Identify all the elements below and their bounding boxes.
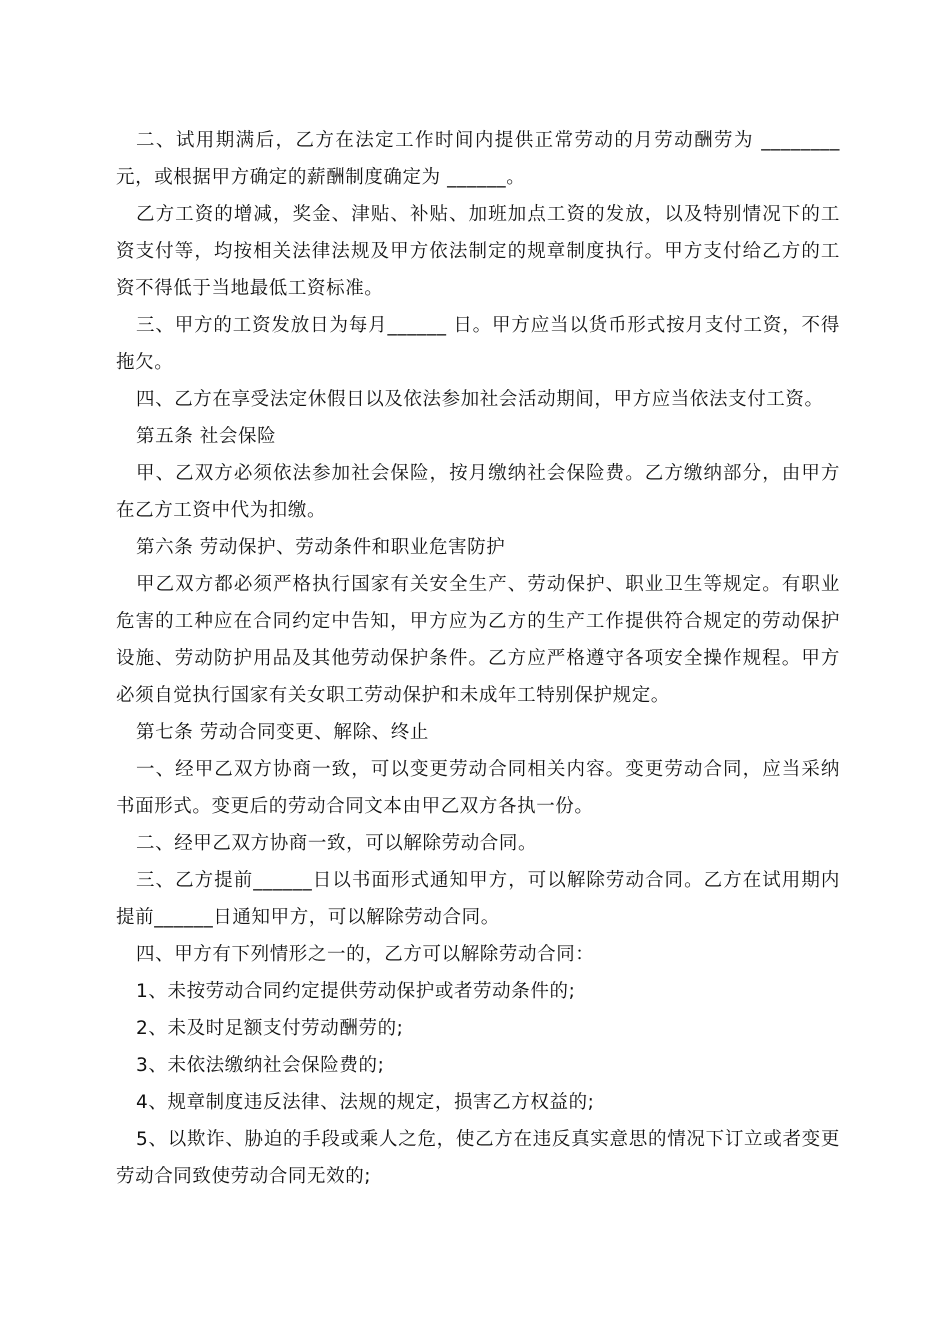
heading-article-7: 第七条 劳动合同变更、解除、终止	[136, 722, 429, 743]
paragraph-social-insurance: 甲、乙双方必须依法参加社会保险，按月缴纳社会保险费。乙方缴纳部分，由甲方在乙方工资中代为扣缴。	[116, 463, 840, 521]
heading-article-6: 第六条 劳动保护、劳动条件和职业危害防护	[136, 537, 506, 558]
list-item-1: 1、未按劳动合同约定提供劳动保护或者劳动条件的;	[136, 981, 576, 1002]
paragraph-labor-protection: 甲乙双方都必须严格执行国家有关安全生产、劳动保护、职业卫生等规定。有职业危害的工种应在合同约定中告知，甲方应为乙方的生产工作提供符合规定的劳动保护设施、劳动防护用品及其他劳动保护条件。乙方应严格遵守各项安全操作规程。甲方必须自觉执行国家有关女职工劳动保护和未成年工特别保护规定。	[116, 574, 840, 706]
paragraph-pay-day: 三、甲方的工资发放日为每月______ 日。甲方应当以货币形式按月支付工资，不得拖欠。	[116, 315, 840, 373]
paragraph-notice-period: 三、乙方提前______日以书面形式通知甲方，可以解除劳动合同。乙方在试用期内提前______日通知甲方，可以解除劳动合同。	[116, 870, 840, 928]
list-item-5: 5、以欺诈、胁迫的手段或乘人之危，使乙方在违反真实意思的情况下订立或者变更劳动合同致使劳动合同无效的;	[116, 1129, 840, 1187]
paragraph-holiday-pay: 四、乙方在享受法定休假日以及依法参加社会活动期间，甲方应当依法支付工资。	[136, 389, 824, 410]
list-item-2: 2、未及时足额支付劳动酬劳的;	[136, 1018, 404, 1039]
paragraph-salary-adjustment: 乙方工资的增减，奖金、津贴、补贴、加班加点工资的发放，以及特别情况下的工资支付等，均按相关法律法规及甲方依法制定的规章制度执行。甲方支付给乙方的工资不得低于当地最低工资标准。	[116, 204, 840, 299]
paragraph-probation-salary: 二、试用期满后，乙方在法定工作时间内提供正常劳动的月劳动酬劳为 ________元，或根据甲方确定的薪酬制度确定为 ______。	[116, 130, 840, 188]
heading-article-5: 第五条 社会保险	[136, 426, 277, 447]
list-item-3: 3、未依法缴纳社会保险费的;	[136, 1055, 385, 1076]
paragraph-termination-conditions: 四、甲方有下列情形之一的，乙方可以解除劳动合同：	[136, 944, 595, 965]
list-item-4: 4、规章制度违反法律、法规的规定，损害乙方权益的;	[136, 1092, 595, 1113]
paragraph-contract-termination: 二、经甲乙双方协商一致，可以解除劳动合同。	[136, 833, 538, 854]
paragraph-contract-change: 一、经甲乙双方协商一致，可以变更劳动合同相关内容。变更劳动合同，应当采纳书面形式。变更后的劳动合同文本由甲乙双方各执一份。	[116, 759, 840, 817]
